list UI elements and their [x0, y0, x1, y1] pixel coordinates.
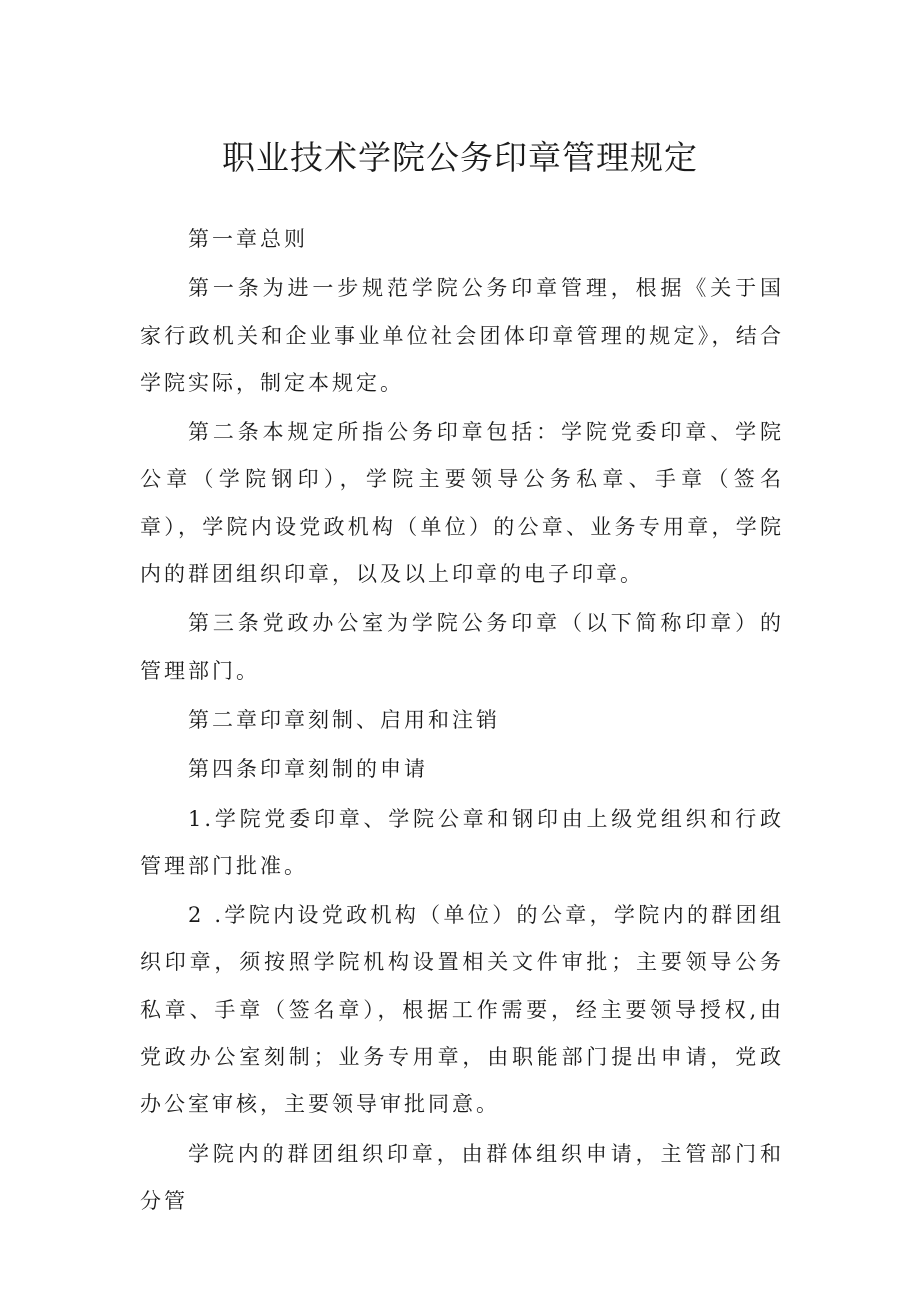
article-paragraph: 第一条为进一步规范学院公务印章管理，根据《关于国家行政机关和企业事业单位社会团体印章管理的规定》，结合学院实际，制定本规定。: [140, 276, 784, 395]
list-item-paragraph: 2 .学院内设党政机构（单位）的公章，学院内的群团组织印章，须按照学院机构设置相关文件审批；主要领导公务私章、手章（签名章），根据工作需要，经主要领导授权,由党政办公室刻制；业务专用章，由职能部门提出申请，党政办公室审核，主要领导审批同意。: [140, 903, 784, 1117]
document-title: 职业技术学院公务印章管理规定: [222, 138, 698, 177]
chapter-heading: 第一章总则: [188, 227, 308, 251]
chapter-heading: 第二章印章刻制、启用和注销: [188, 707, 500, 732]
list-item-paragraph: 1.学院党委印章、学院公章和钢印由上级党组织和行政管理部门批准。: [140, 806, 784, 878]
article-paragraph: 第三条党政办公室为学院公务印章（以下简称印章）的管理部门。: [140, 611, 784, 683]
document-body: [140, 216, 784, 1227]
article-paragraph: 第二条本规定所指公务印章包括：学院党委印章、学院公章（学院钢印），学院主要领导公务私章、手章（签名章），学院内设党政机构（单位）的公章、业务专用章，学院内的群团组织印章，以及以上印章的电子印章。: [140, 420, 784, 587]
article-paragraph: 学院内的群团组织印章，由群体组织申请，主管部门和分管: [140, 1141, 784, 1213]
article-paragraph: 第四条印章刻制的申请: [188, 757, 428, 782]
